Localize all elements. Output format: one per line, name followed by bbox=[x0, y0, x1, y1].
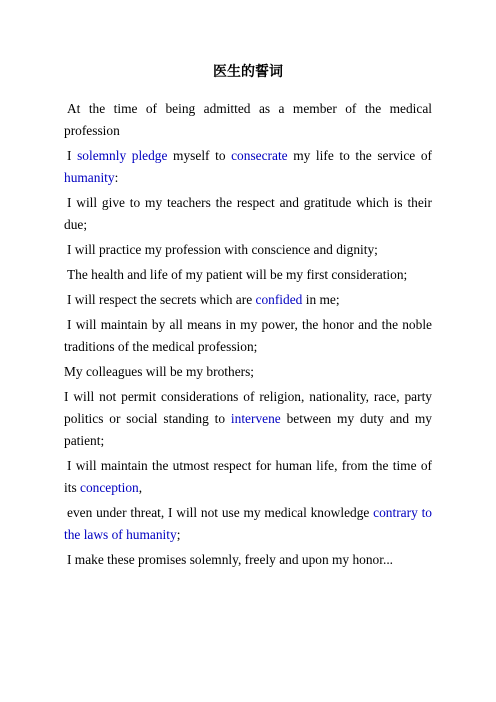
highlighted-term: contrary to the laws of humanity bbox=[64, 505, 433, 542]
document-title: 医生的誓词 bbox=[213, 64, 283, 80]
highlighted-term: confided bbox=[255, 292, 303, 307]
paragraph-text: I will give to my teachers the respect and gratitude which is their due; bbox=[64, 195, 432, 232]
paragraph-text: , bbox=[138, 480, 143, 495]
paragraph-text: in me; bbox=[302, 292, 340, 307]
highlighted-term: conception bbox=[80, 480, 139, 495]
paragraph bbox=[64, 502, 432, 546]
paragraph bbox=[64, 289, 432, 311]
paragraph-text: I make these promises solemnly, freely and upon my honor... bbox=[67, 552, 394, 567]
paragraph-text: I will practice my profession with conscience and dignity; bbox=[67, 242, 378, 257]
document-body bbox=[64, 98, 432, 574]
paragraph-text: The health and life of my patient will be my first consideration; bbox=[67, 267, 408, 282]
paragraph-text: At the time of being admitted as a member of the medical profession bbox=[64, 101, 432, 138]
highlighted-term: humanity bbox=[64, 170, 115, 185]
paragraph bbox=[64, 455, 432, 499]
paragraph-text: ; bbox=[176, 527, 181, 542]
paragraph-text: even under threat, I will not use my medical knowledge bbox=[67, 505, 374, 520]
highlighted-term: intervene bbox=[230, 411, 281, 426]
paragraph-text: My colleagues will be my brothers; bbox=[64, 364, 255, 379]
paragraph-text: myself to bbox=[167, 148, 232, 163]
paragraph bbox=[64, 98, 432, 142]
paragraph-text: between my duty and my patient; bbox=[64, 411, 432, 448]
paragraph bbox=[64, 386, 432, 452]
paragraph-text: I will maintain the utmost respect for human life, from the time of its bbox=[64, 458, 432, 495]
paragraph bbox=[64, 314, 432, 358]
paragraph-text: : bbox=[114, 170, 119, 185]
paragraph-text: I bbox=[67, 148, 78, 163]
highlighted-term: solemnly pledge bbox=[77, 148, 168, 163]
paragraph-text: my life to the service of bbox=[287, 148, 432, 163]
paragraph-text: I will respect the secrets which are bbox=[67, 292, 256, 307]
paragraph bbox=[64, 264, 432, 286]
paragraph bbox=[64, 239, 432, 261]
paragraph bbox=[64, 361, 432, 383]
paragraph bbox=[64, 192, 432, 236]
highlighted-term: consecrate bbox=[231, 148, 288, 163]
paragraph-text: I will not permit considerations of religion, nationality, race, party politics or social standing to bbox=[64, 389, 432, 426]
paragraph-text: I will maintain by all means in my power, the honor and the noble traditions of the medical profession; bbox=[64, 317, 432, 354]
paragraph bbox=[64, 549, 432, 571]
paragraph bbox=[64, 145, 432, 189]
